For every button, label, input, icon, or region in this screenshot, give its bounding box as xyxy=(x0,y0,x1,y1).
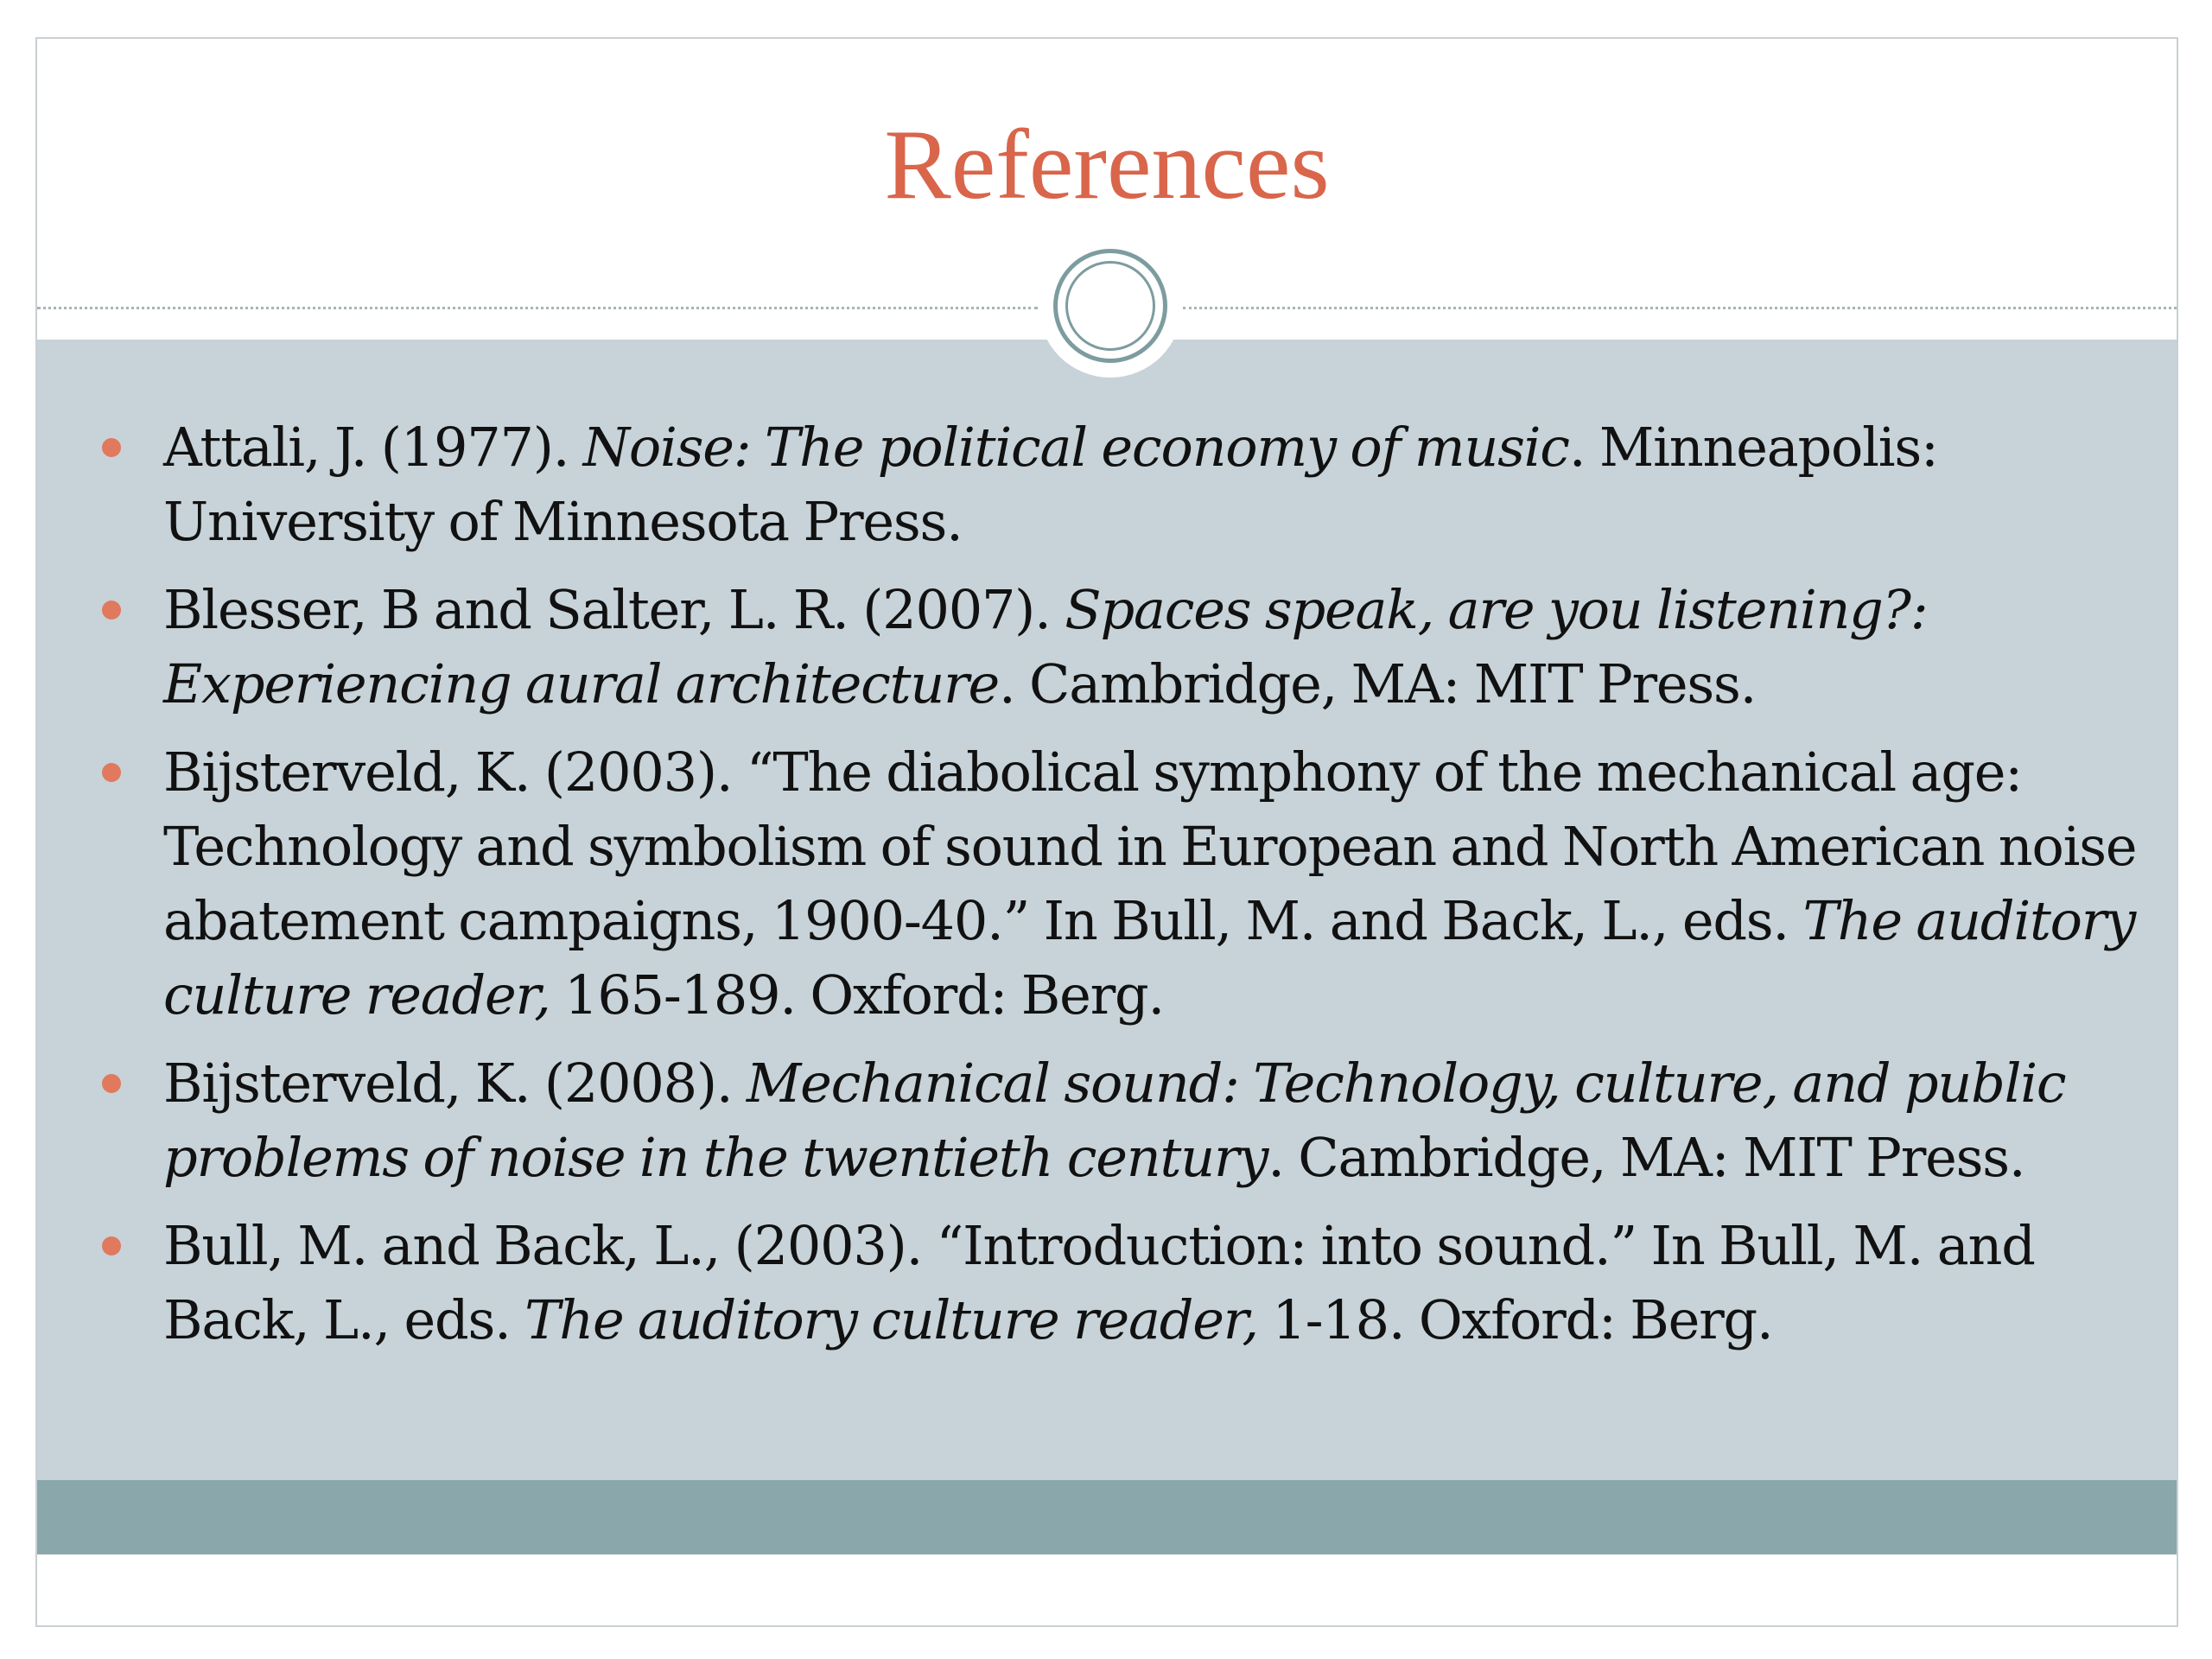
bullet-icon xyxy=(102,601,121,620)
reference-item xyxy=(37,1209,2177,1357)
bullet-icon xyxy=(102,438,121,457)
reference-item xyxy=(37,573,2177,721)
reference-work-title: Mechanical sound: Technology, culture, and public problems of noise in the twentieth century xyxy=(163,1052,2066,1189)
reference-work-title: Noise: The political economy of music xyxy=(582,416,1569,479)
divider-line-left xyxy=(37,307,1038,309)
reference-item xyxy=(37,1046,2177,1195)
divider-line-right xyxy=(1183,307,2177,309)
reference-text: . Cambridge, MA: MIT Press. xyxy=(1268,1126,2025,1189)
reference-text: Bull, M. and Back, L., (2003). “Introduction: into sound.” In Bull, M. and Back, L., eds. xyxy=(163,1214,2035,1351)
bullet-icon xyxy=(102,763,121,782)
ornament-outer-ring xyxy=(1053,249,1167,363)
reference-list xyxy=(37,410,2177,1371)
reference-text: . Cambridge, MA: MIT Press. xyxy=(999,652,1757,715)
slide-title: References xyxy=(884,110,1330,220)
footer-band xyxy=(37,1480,2177,1554)
reference-text: . Minneapolis: University of Minnesota Press. xyxy=(163,416,1938,553)
reference-text: Attali, J. (1977). xyxy=(163,416,583,479)
reference-text: Bijsterveld, K. (2008). xyxy=(163,1052,747,1115)
reference-text: Bijsterveld, K. (2003). “The diabolical symphony of the mechanical age: Technology and symbolism of sound in European and North American noise abatement campaigns, 1900-40.” In Bull, M. and Back, L., eds. xyxy=(163,741,2137,952)
bullet-icon xyxy=(102,1236,121,1255)
reference-work-title: The auditory culture reader, xyxy=(163,889,2136,1027)
reference-text: 1-18. Oxford: Berg. xyxy=(1257,1288,1773,1351)
reference-text: Blesser, B and Salter, L. R. (2007). xyxy=(163,578,1065,641)
reference-item xyxy=(37,410,2177,559)
reference-work-title: Spaces speak, are you listening?: Experiencing aural architecture xyxy=(163,578,1928,715)
reference-work-title: The auditory culture reader, xyxy=(524,1288,1258,1351)
slide xyxy=(35,37,2178,1627)
ornament-inner-ring xyxy=(1065,261,1155,351)
bullet-icon xyxy=(102,1074,121,1093)
reference-item xyxy=(37,735,2177,1033)
double-circle-icon xyxy=(1039,234,1182,378)
reference-text: 165-189. Oxford: Berg. xyxy=(550,963,1165,1027)
